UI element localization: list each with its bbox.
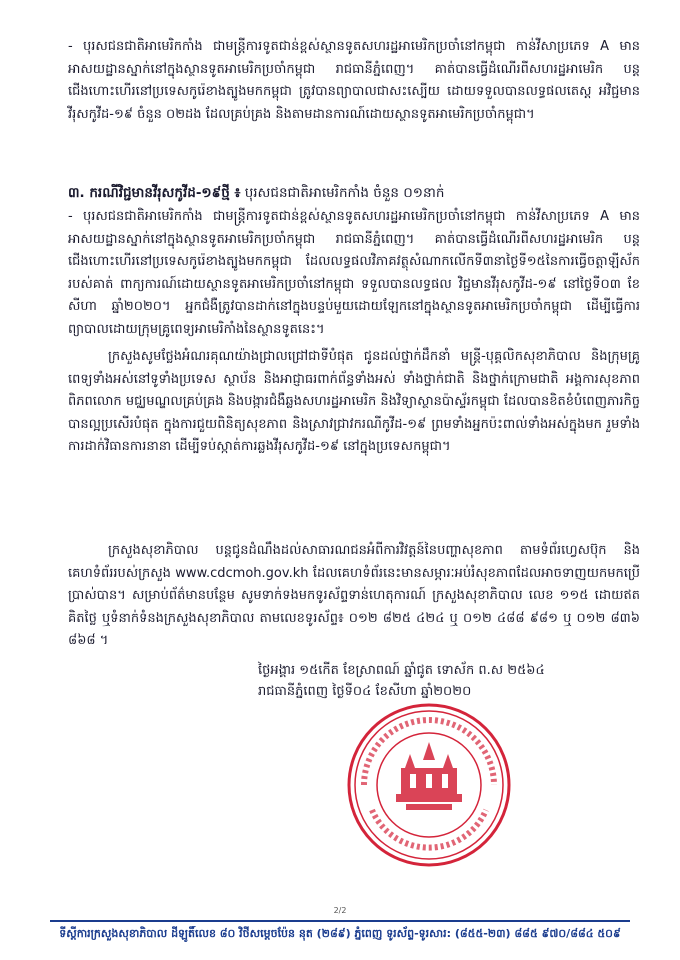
footer-divider xyxy=(50,920,630,922)
heading-title: ៣. ករណីវិជ្ជមានវីរុសកូវីដ-១៩ថ្មី ៖ xyxy=(68,185,241,201)
page-number: 2/2 xyxy=(333,906,347,915)
ministry-seal-stamp xyxy=(344,700,514,870)
section-heading-new-case xyxy=(68,182,640,204)
paragraph-contact-info: ក្រសួងសុខាភិបាល បន្តជូនដំណឹងដល់សាធារណជនអំពីការវិវត្តន៍នៃបញ្ហាសុខភាព តាមទំព័រហ្វេសប៊ុក និងគេហទំព័ររបស់ក្រសួង www.cdcmoh.gov.kh ដែលគេហទំព័រនេះមានសម្ភារៈអប់រំសុខភាពដែលអាចទាញយកមកប្រើប្រាស់បាន។ សម្រាប់ព័ត៌មានបន្ថែម សូមទាក់ទងមកទូរស័ព្ទទាន់ហេតុការណ៍ ក្រសួងសុខាភិបាល លេខ ១១៥ ដោយឥតគិតថ្លៃ ឬទំនាក់ទំនងក្រសួងសុខាភិបាល តាមលេខទូរស័ព្ទ៖ ០១២ ៨២៥ ៤២៤ ឬ ០១២ ៤៨៨ ៩៨១ ឬ ០១២ ៨៣៦ ៨៦៨ ។ xyxy=(68,543,640,648)
gregorian-date-line: រាជធានីភ្នំពេញ ថ្ងៃទី០៤ ខែសីហា ឆ្នាំ២០២០ xyxy=(258,684,472,699)
heading-subtitle: បុរសជនជាតិអាមេរិកកាំង ចំនួន ០១នាក់ xyxy=(240,185,445,201)
paragraph-previous-case: - បុរសជនជាតិអាមេរិកកាំង ជាមន្ត្រីការទូតជាន់ខ្ពស់ស្ថានទូតសហរដ្ឋអាមេរិកប្រចាំនៅកម្ពុជា កាន់វីសាប្រភេទ A មានអាសយដ្ឋានស្នាក់នៅក្នុងស្ថានទូតអាមេរិកប្រចាំកម្ពុជា រាជធានីភ្នំពេញ។ គាត់បានធ្វើដំណើរពីសហរដ្ឋអាមេរិក បន្តជើងហោះហើរនៅប្រទេសកូរ៉េខាងត្បូងមកកម្ពុជា ត្រូវបានព្យាបាលជាសះស្បើយ ដោយទទួលបានលទ្ធផលតេស្ត អវិជ្ជមានវីរុសកូវីដ-១៩ ចំនួន ០២ដង ដែលគ្រប់គ្រង និងតាមដានការណ៍ដោយស្ថានទូតអាមេរិកប្រចាំកម្ពុជា។ xyxy=(68,39,640,122)
paragraph-thanks: ក្រសួងសូមថ្លែងអំណរគុណយ៉ាងជ្រាលជ្រៅជាទីបំផុត ជូនដល់ថ្នាក់ដឹកនាំ មន្ត្រី-បុគ្គលិកសុខាភិបាល និងក្រុមគ្រូពេទ្យទាំងអស់នៅទូទាំងប្រទេស ស្ថាប័ន និងអាជ្ញាធរពាក់ព័ន្ធទាំងអស់ ទាំងថ្នាក់ជាតិ និងថ្នាក់ក្រោមជាតិ អង្គការសុខភាពពិភពលោក មជ្ឈមណ្ឌលគ្រប់គ្រង និងបង្ការជំងឺឆ្លងសហរដ្ឋអាមេរិក និងវិទ្យាស្ថានប៉ាស្ទ័រកម្ពុជា ដែលបានខិតខំបំពេញភារកិច្ចបានល្អប្រសើរបំផុត ក្នុងការជួយពិនិត្យសុខភាព និងស្រាវជ្រាវករណីកូវីដ-១៩ ព្រមទាំងអ្នកប៉ះពាល់ទាំងអស់ក្នុងមក រួមទាំងការដាក់វិធានការនានា ដើម្បីទប់ស្កាត់ការឆ្លងវីរុសកូវីដ-១៩ នៅក្នុងប្រទេសកម្ពុជា។ xyxy=(68,349,640,454)
footer-address: ទីស្តីការក្រសួងសុខាភិបាល ដីឡូតិ៍លេខ ៨០ វិថីសម្តេចប៉ែន នុត (២៨៩) ភ្នំពេញ ទូរស័ព្ទ-ទូរសារ: (៨៥៥-២៣) ៨៨៥ ៩៧០/៨៨៤ ៥០៩ xyxy=(59,927,621,940)
date-block xyxy=(258,660,638,702)
paragraph-new-case: - បុរសជនជាតិអាមេរិកកាំង ជាមន្ត្រីការទូតជាន់ខ្ពស់ស្ថានទូតសហរដ្ឋអាមេរិកប្រចាំនៅកម្ពុជា កាន់វីសាប្រភេទ A មានអាសយដ្ឋានស្នាក់នៅក្នុងស្ថានទូតអាមេរិកប្រចាំកម្ពុជា រាជធានីភ្នំពេញ។ គាត់បានធ្វើដំណើរពីសហរដ្ឋអាមេរិក បន្តជើងហោះហើរនៅប្រទេសកូរ៉េខាងត្បូងមកកម្ពុជា ដែលលទ្ធផលវិភាគវត្ថុសំណាកលើកទី៣នាថ្ងៃទី១៥នៃការធ្វើចត្តាឡីស័ករបស់គាត់ ពាក្យការណ៍ដោយស្ថានទូតអាមេរិកប្រចាំនៅកម្ពុជា ទទួលបានលទ្ធផល វិជ្ជមានវីរុសកូវីដ-១៩ នៅថ្ងៃទី០៣ ខែសីហា ឆ្នាំ២០២០។ អ្នកជំងឺត្រូវបានដាក់នៅក្នុងបន្ទប់មួយដោយឡែកនៅក្នុងស្ថានទូតអាមេរិកប្រចាំកម្ពុជា ដើម្បីធ្វើការព្យាបាលដោយក្រុមគ្រូពេទ្យអាមេរិកាំងនៃស្ថានទូតនេះ។ xyxy=(68,209,640,337)
lunar-date-line: ថ្ងៃអង្គារ ១៥កើត ខែស្រាពណ៍ ឆ្នាំជូត ទោស័ក ព.ស ២៥៦៤ xyxy=(258,663,545,678)
